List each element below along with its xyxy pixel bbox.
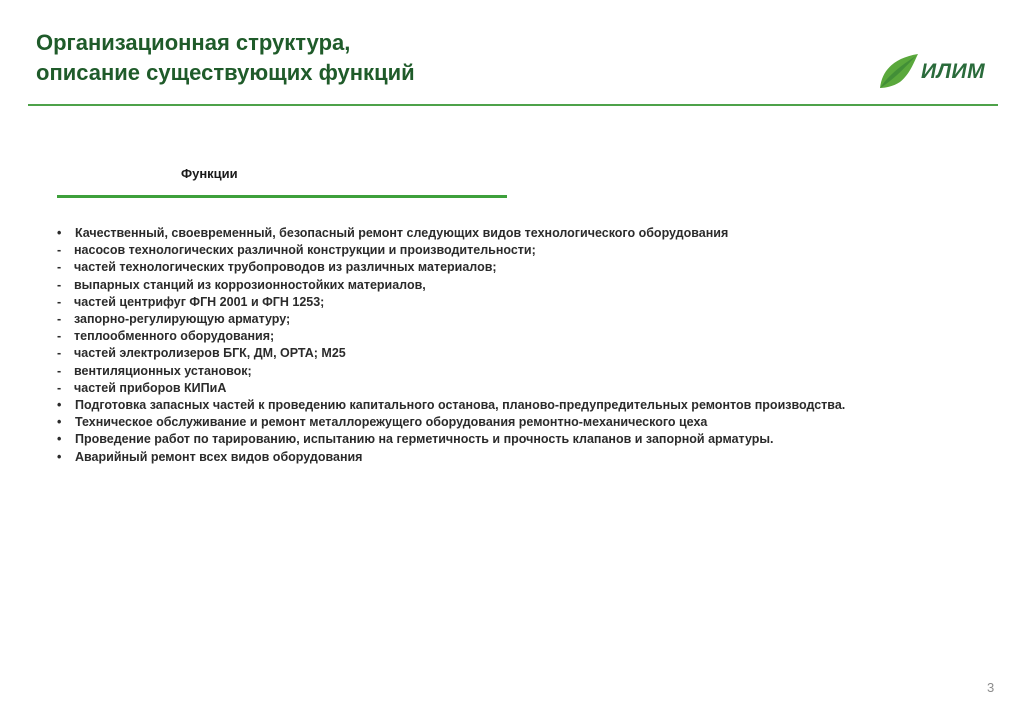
- title-line-1: Организационная структура,: [36, 30, 351, 55]
- list-item-text: частей технологических трубопроводов из различных материалов;: [74, 260, 497, 275]
- list-marker: -: [57, 329, 62, 344]
- list-marker: -: [57, 243, 62, 258]
- list-marker: -: [57, 346, 62, 361]
- list-item-text: вентиляционных установок;: [74, 363, 252, 378]
- bullet-item: [57, 431, 997, 448]
- list-item-text: Подготовка запасных частей к проведению капитального останова, планово-предупредительных ремонтов производства.: [75, 398, 846, 413]
- list-marker: •: [57, 449, 62, 464]
- functions-list: [57, 225, 997, 466]
- title-line-2: описание существующих функций: [36, 60, 415, 85]
- bullet-item: [57, 397, 997, 414]
- list-item-text: Техническое обслуживание и ремонт металлорежущего оборудования ремонтно-механического цеха: [75, 415, 708, 430]
- list-marker: •: [57, 415, 62, 430]
- list-item-text: выпарных станций из коррозионностойких материалов,: [74, 277, 426, 292]
- sub-item: [57, 345, 997, 362]
- list-marker: -: [57, 294, 62, 309]
- sub-item: [57, 380, 997, 397]
- list-marker: -: [57, 260, 62, 275]
- bullet-item: [57, 414, 997, 431]
- list-marker: •: [57, 226, 62, 240]
- list-marker: -: [57, 380, 62, 395]
- list-marker: -: [57, 277, 62, 292]
- sub-item: [57, 277, 997, 294]
- bullet-item: [57, 225, 997, 242]
- ilim-logo: [876, 52, 998, 92]
- header-divider: [28, 104, 998, 106]
- section-divider: [57, 195, 507, 198]
- list-marker: •: [57, 432, 62, 447]
- logo-text: ИЛИМ: [921, 60, 986, 83]
- sub-item: [57, 294, 997, 311]
- sub-item: [57, 363, 997, 380]
- section-heading: Функции: [181, 166, 238, 181]
- bullet-item: [57, 449, 997, 466]
- list-marker: -: [57, 363, 62, 378]
- list-item-text: частей приборов КИПиА: [74, 380, 227, 395]
- sub-item: [57, 259, 997, 276]
- sub-item: [57, 242, 997, 259]
- list-marker: -: [57, 312, 62, 327]
- green-leaf-icon: [876, 52, 920, 92]
- page-title: [36, 28, 736, 88]
- sub-item: [57, 311, 997, 328]
- list-marker: •: [57, 398, 62, 413]
- page-number: 3: [987, 680, 995, 695]
- list-item-text: запорно-регулирующую арматуру;: [74, 312, 291, 327]
- list-item-text: Качественный, своевременный, безопасный ремонт следующих видов технологического оборудования: [75, 226, 729, 240]
- list-item-text: насосов технологических различной конструкции и производительности;: [74, 243, 536, 258]
- list-item-text: частей центрифуг ФГН 2001 и ФГН 1253;: [74, 294, 325, 309]
- list-item-text: теплообменного оборудования;: [74, 329, 275, 344]
- list-item-text: частей электролизеров БГК, ДМ, ОРТА; М25: [74, 346, 346, 361]
- sub-item: [57, 328, 997, 345]
- list-item-text: Аварийный ремонт всех видов оборудования: [75, 449, 363, 464]
- list-item-text: Проведение работ по тарированию, испытанию на герметичность и прочность клапанов и запорной арматуры.: [75, 432, 774, 447]
